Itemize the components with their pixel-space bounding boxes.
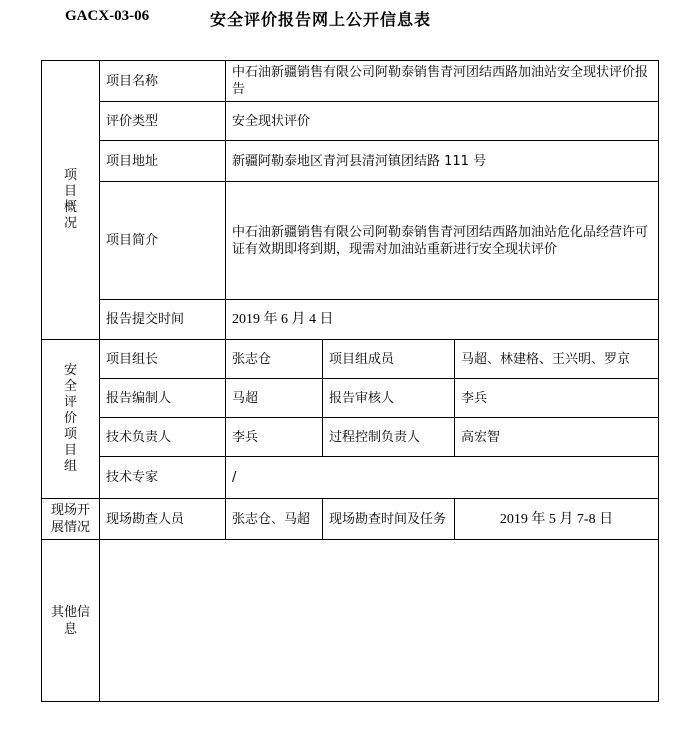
submit-time-label: 报告提交时间 [100, 300, 226, 340]
address-label: 项目地址 [100, 141, 226, 182]
author-value: 马超 [226, 379, 323, 418]
row-expert [42, 457, 659, 499]
row-tech-lead [42, 418, 659, 457]
expert-label: 技术专家 [100, 457, 226, 499]
section-overview-label: 项目概况 [63, 168, 77, 231]
info-table [41, 60, 659, 702]
members-value: 马超、林建格、王兴明、罗京 [455, 340, 659, 379]
members-label: 项目组成员 [323, 340, 455, 379]
row-address [42, 141, 659, 182]
process-lead-value: 高宏智 [455, 418, 659, 457]
eval-type-label: 评价类型 [100, 102, 226, 141]
process-lead-label: 过程控制负责人 [323, 418, 455, 457]
expert-value: / [226, 457, 659, 499]
row-other [42, 540, 659, 702]
row-team-leader [42, 340, 659, 379]
section-other-label: 其他信息 [42, 540, 100, 702]
section-team [42, 340, 100, 499]
section-team-label: 安全评价项目组 [63, 363, 77, 474]
summary-value: 中石油新疆销售有限公司阿勒泰销售青河团结西路加油站危化品经营许可证有效期即将到期，现需对加油站重新进行安全现状评价 [226, 182, 659, 300]
reviewer-value: 李兵 [455, 379, 659, 418]
row-site [42, 499, 659, 540]
section-site-label: 现场开展情况 [42, 499, 100, 540]
project-name-label: 项目名称 [100, 61, 226, 102]
document-title: 安全评价报告网上公开信息表 [210, 10, 432, 29]
document-code: GACX-03-06 [65, 8, 150, 24]
leader-label: 项目组长 [100, 340, 226, 379]
reviewer-label: 报告审核人 [323, 379, 455, 418]
tech-lead-label: 技术负责人 [100, 418, 226, 457]
leader-value: 张志仓 [226, 340, 323, 379]
row-summary [42, 182, 659, 300]
survey-people-value: 张志仓、马超 [226, 499, 323, 540]
other-content [100, 540, 659, 702]
row-author [42, 379, 659, 418]
row-project-name [42, 61, 659, 102]
author-label: 报告编制人 [100, 379, 226, 418]
summary-label: 项目简介 [100, 182, 226, 300]
submit-time-value: 2019 年 6 月 4 日 [226, 300, 659, 340]
row-submit-time [42, 300, 659, 340]
address-value: 新疆阿勒泰地区青河县清河镇团结路 111 号 [226, 141, 659, 182]
tech-lead-value: 李兵 [226, 418, 323, 457]
section-overview [42, 61, 100, 340]
survey-time-label: 现场勘查时间及任务 [323, 499, 455, 540]
project-name-value: 中石油新疆销售有限公司阿勒泰销售青河团结西路加油站安全现状评价报告 [226, 61, 659, 102]
survey-people-label: 现场勘查人员 [100, 499, 226, 540]
eval-type-value: 安全现状评价 [226, 102, 659, 141]
row-eval-type [42, 102, 659, 141]
survey-time-value: 2019 年 5 月 7-8 日 [455, 499, 659, 540]
document-header [0, 8, 700, 28]
